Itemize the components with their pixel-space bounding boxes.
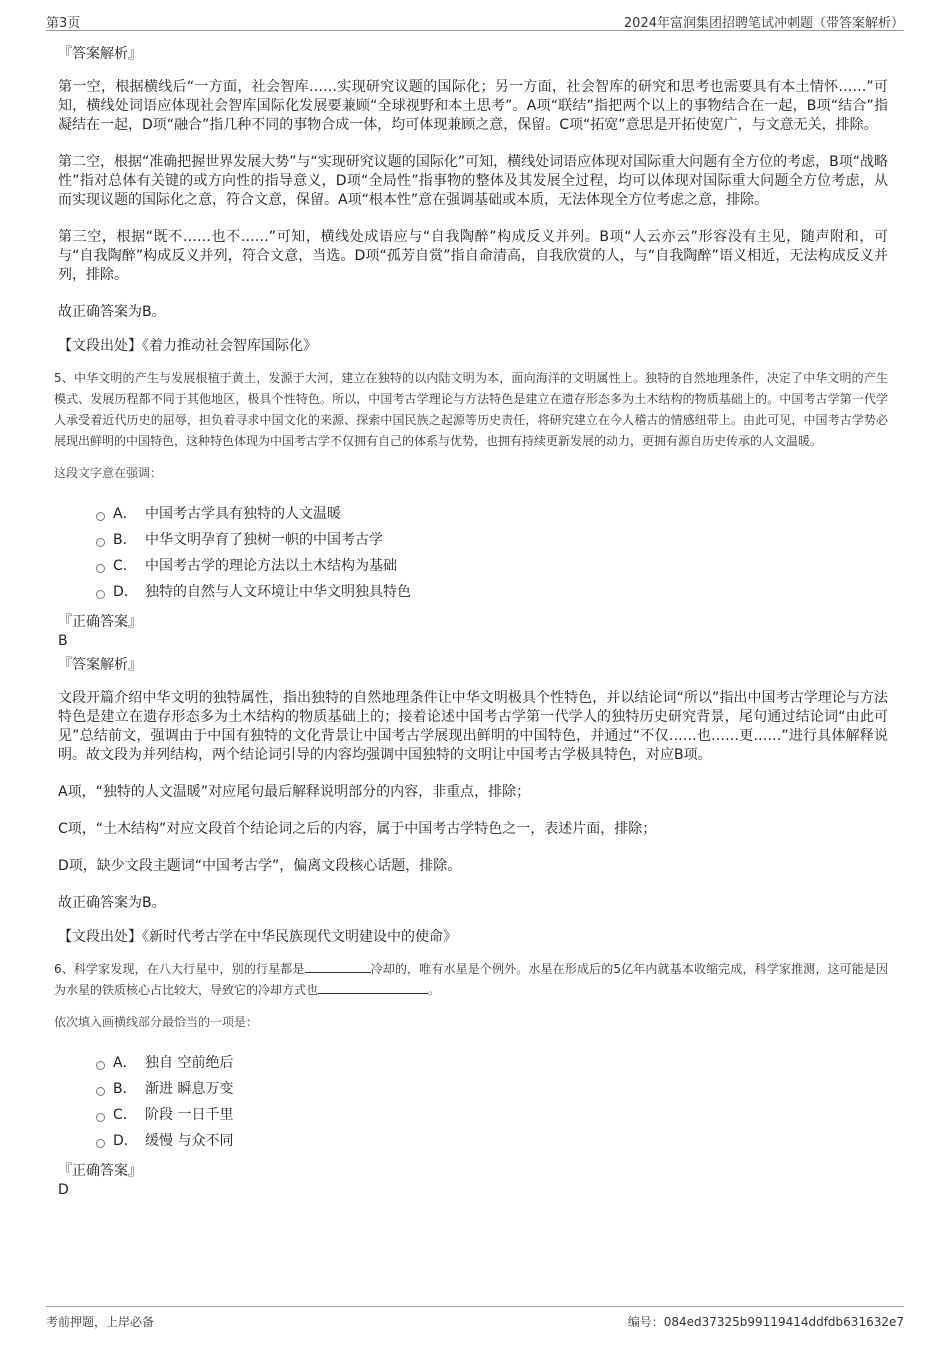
option-key: C． — [113, 1107, 137, 1123]
q6-passage-part-2: 冷却的，唯有水星是个例外。水星在形成后的5亿年内就基本收缩完成，科学家推测，这可能是因为水星的铁质核心占比较大，导致它的冷却方式也 — [54, 962, 888, 997]
option-text: 中国考古学具有独特的人文温暖 — [145, 506, 341, 522]
option-text: 中国考古学的理论方法以土木结构为基础 — [145, 558, 397, 574]
radio-icon[interactable] — [96, 1061, 105, 1070]
footer-code-value: 084ed37325b99119414ddfdb631632e7 — [663, 1315, 904, 1329]
option-key: D． — [113, 1133, 138, 1149]
q6-option-a[interactable] — [96, 1050, 888, 1076]
q5-options — [96, 501, 888, 605]
radio-icon[interactable] — [96, 564, 105, 573]
option-text: 缓慢 与众不同 — [145, 1133, 234, 1149]
option-text: 独自 空前绝后 — [145, 1055, 234, 1071]
q5-analysis-para-4: D项，缺少文段主题词“中国考古学”，偏离文段核心话题，排除。 — [58, 858, 462, 874]
q5-analysis-heading: 『答案解析』 — [58, 657, 142, 673]
q5-conclusion: 故正确答案为B。 — [58, 895, 166, 911]
document-title: 2024年富润集团招聘笔试冲刺题（带答案解析） — [623, 16, 904, 31]
page-number: 第3页 — [46, 16, 81, 31]
footer-code-label: 编号： — [627, 1315, 664, 1329]
q5-stem: 这段文字意在强调： — [54, 466, 163, 480]
radio-icon[interactable] — [96, 1139, 105, 1148]
page-content — [54, 44, 888, 1204]
q4-analysis-para-2: 第二空，根据“准确把握世界发展大势”与“实现研究议题的国际化”可知，横线处词语应体现对国际重大问题有全方位的考虑，B项“战略性”指对总体有关键的或方向性的指导意义，D项“全局性”指事物的整体及其发展全过程，均可以体现对国际重大问题全方位考虑，从而实现议题的国际化之意，符合文意，保留。A项“根本性”意在强调基础或本质，无法体现全方位考虑之意，排除。 — [58, 154, 888, 208]
q4-analysis-para-3: 第三空，根据“既不……也不……”可知，横线处成语应与“自我陶醉”构成反义并列。B项“人云亦云”形容没有主见，随声附和，可与“自我陶醉”构成反义并列，符合文意，当选。D项“孤芳自赏”指自命清高，自我欣赏的人，与“自我陶醉”语义相近，无法构成反义并列，排除。 — [58, 229, 888, 283]
q5-answer: B — [58, 633, 68, 649]
option-text: 中华文明孕育了独树一帜的中国考古学 — [145, 532, 383, 548]
q6-option-c[interactable] — [96, 1102, 888, 1128]
radio-icon[interactable] — [96, 538, 105, 547]
q6-stem: 依次填入画横线部分最恰当的一项是： — [54, 1015, 259, 1029]
q4-analysis-heading: 『答案解析』 — [58, 46, 142, 62]
q6-options — [96, 1050, 888, 1154]
radio-icon[interactable] — [96, 1113, 105, 1122]
q5-analysis-para-2: A项，“独特的人文温暖”对应尾句最后解释说明部分的内容，非重点，排除； — [58, 784, 531, 800]
q4-source: 【文段出处】《着力推动社会智库国际化》 — [58, 338, 317, 354]
q6-passage-part-1: 6、科学家发现，在八大行星中，别的行星都是 — [54, 962, 305, 976]
q6-passage — [54, 959, 888, 1001]
option-text: 阶段 一日千里 — [145, 1107, 234, 1123]
option-text: 独特的自然与人文环境让中华文明独具特色 — [145, 584, 411, 600]
footer-code — [628, 1313, 904, 1330]
radio-icon[interactable] — [96, 512, 105, 521]
option-key: B． — [113, 532, 137, 548]
radio-icon[interactable] — [96, 590, 105, 599]
fill-blank-2 — [318, 981, 428, 994]
q6-answer: D — [58, 1182, 69, 1198]
option-key: C． — [113, 558, 137, 574]
q6-answer-heading: 『正确答案』 — [58, 1163, 142, 1179]
option-key: B． — [113, 1081, 137, 1097]
q4-analysis-para-1: 第一空，根据横线后“一方面，社会智库……实现研究议题的国际化；另一方面，社会智库的研究和思考也需要具有本土情怀……”可知，横线处词语应体现社会智库国际化发展要兼顾“全球视野和本土思考”。A项“联结”指把两个以上的事物结合在一起，B项“结合”指凝结在一起，D项“融合”指几种不同的事物合成一体，均可体现兼顾之意，保留。C项“拓宽”意思是开拓使宽广，与文意无关，排除。 — [58, 79, 888, 133]
q4-conclusion: 故正确答案为B。 — [58, 304, 166, 320]
q5-analysis-para-1: 文段开篇介绍中华文明的独特属性，指出独特的自然地理条件让中华文明极具个性特色，并以结论词“所以”指出中国考古学理论与方法特色是建立在遗存形态多为土木结构的物质基础上的；接着论述中国考古学第一代学人的独特历史研究背景，尾句通过结论词“由此可见”总结前文，强调由于中国有独特的文化背景让中国考古学展现出鲜明的中国特色，并通过“不仅……也……更……”进行具体解释说明。故文段为并列结构，两个结论词引导的内容均强调中国独特的文明让中国考古学极具特色，对应B项。 — [58, 690, 888, 763]
option-key: D． — [113, 584, 138, 600]
radio-icon[interactable] — [96, 1087, 105, 1096]
option-key: A． — [113, 1055, 137, 1071]
page-footer — [46, 1306, 904, 1329]
q5-option-d[interactable] — [96, 579, 888, 605]
q5-option-b[interactable] — [96, 527, 888, 553]
q5-option-c[interactable] — [96, 553, 888, 579]
q6-option-d[interactable] — [96, 1128, 888, 1154]
option-key: A． — [113, 506, 137, 522]
q5-answer-heading: 『正确答案』 — [58, 614, 142, 630]
option-text: 渐进 瞬息万变 — [145, 1081, 234, 1097]
q6-option-b[interactable] — [96, 1076, 888, 1102]
q5-analysis-para-3: C项，“土木结构”对应文段首个结论词之后的内容，属于中国考古学特色之一，表述片面，排除； — [58, 821, 657, 837]
footer-slogan: 考前押题，上岸必备 — [46, 1315, 155, 1329]
q5-source: 【文段出处】《新时代考古学在中华民族现代文明建设中的使命》 — [58, 929, 457, 945]
q5-passage: 5、中华文明的产生与发展根植于黄土，发源于大河，建立在独特的以内陆文明为本，面向海洋的文明属性上。独特的自然地理条件，决定了中华文明的产生模式、发展历程都不同于其他地区，极具个性特色。所以，中国考古学理论与方法特色是建立在遗存形态多为土木结构的物质基础上的。中国考古学第一代学人承受着近代历史的屈辱，担负着寻求中国文化的来源、探索中国民族之起源等历史责任，将研究建立在今人稽古的情感纽带上。由此可见，中国考古学势必展现出鲜明的中国特色，这种特色体现为中国考古学不仅拥有自己的体系与优势，也拥有持续更新发展的动力，更拥有源自历史传承的人文温暖。 — [54, 371, 888, 448]
page-header — [46, 0, 904, 31]
fill-blank-1 — [305, 960, 371, 973]
q5-option-a[interactable] — [96, 501, 888, 527]
q6-passage-part-3: 。 — [428, 983, 441, 997]
